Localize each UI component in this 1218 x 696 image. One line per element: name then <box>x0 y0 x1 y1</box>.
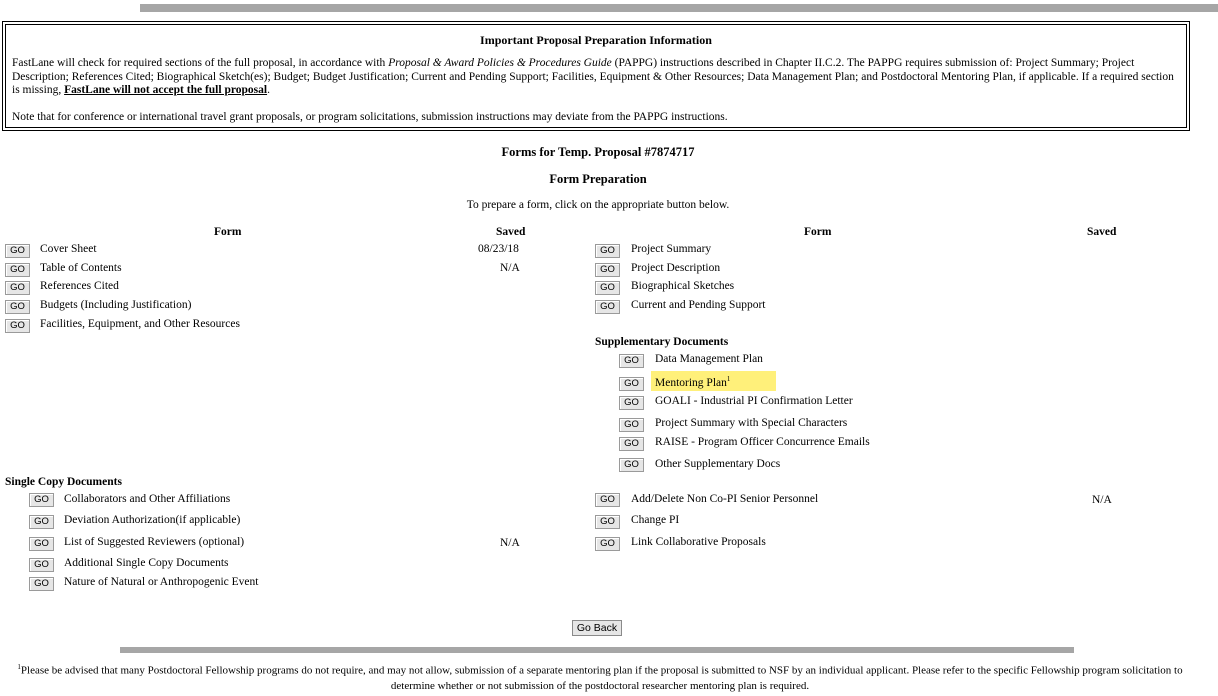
go-button-senior-personnel[interactable]: GO <box>595 493 620 507</box>
go-button-suggested-reviewers[interactable]: GO <box>29 537 54 551</box>
go-button-link-collaborative[interactable]: GO <box>595 537 620 551</box>
footnote <box>10 660 1190 694</box>
footnote-text: Please be advised that many Postdoctoral Fellowship programs do not require, and may not allow, submission of a separate mentoring plan if the proposal is submitted to NSF by an individual applicant. Please refer to the specific Fellowship program solicitation to determine whether or not submission of the postdoctoral researcher mentoring plan is required. <box>20 664 1183 692</box>
form-label-current-pending-support: Current and Pending Support <box>631 299 766 311</box>
form-label-project-description: Project Description <box>631 262 721 274</box>
go-button-change-pi[interactable]: GO <box>595 515 620 529</box>
supp-label-data-management-plan: Data Management Plan <box>655 353 763 365</box>
single-label-collaborators: Collaborators and Other Affiliations <box>64 493 231 505</box>
info-note: Note that for conference or international travel grant proposals, or program solicitations, submission instructions may deviate from the PAPPG instructions. <box>12 111 728 123</box>
go-button-collaborators[interactable]: GO <box>29 493 54 507</box>
saved-cover-sheet: 08/23/18 <box>478 243 519 255</box>
single-copy-title: Single Copy Documents <box>5 476 122 488</box>
info-title: Important Proposal Preparation Information <box>480 33 712 47</box>
supp-label-raise: RAISE - Program Officer Concurrence Emails <box>655 436 870 448</box>
go-button-project-summary[interactable]: GO <box>595 244 620 258</box>
not-accepted-warning: FastLane will not accept the full proposal <box>64 84 268 96</box>
go-button-references-cited[interactable]: GO <box>5 281 30 295</box>
form-label-table-of-contents: Table of Contents <box>40 262 122 274</box>
supp-label-mentoring-plan: Mentoring Plan$^1$ <box>655 375 731 389</box>
supplementary-title: Supplementary Documents <box>595 336 729 348</box>
go-button-goali[interactable]: GO <box>619 396 644 410</box>
form-label-budgets: Budgets (Including Justification) <box>40 299 192 311</box>
go-button-current-pending-support[interactable]: GO <box>595 300 620 314</box>
go-button-special-characters[interactable]: GO <box>619 418 644 432</box>
single-label-natural-event: Nature of Natural or Anthropogenic Event <box>64 576 259 588</box>
form-label-biographical-sketches: Biographical Sketches <box>631 280 735 292</box>
bottom-divider <box>120 647 1074 653</box>
info-paragraph: FastLane will check for required sections of the full proposal, in accordance with Proposal & Award Policies & Procedures Guide (PAPPG) instructions described in Chapter II.C.2. The PAPPG requires submission of: Project Summary; Project Description; References Cited; Biographical Sketch(es); Budget; Budget Justification; Current and Pending Support; Facilities, Equipment & Other Resources; Data Management Plan; and Postdoctoral Mentoring Plan, if applicable. If a required section is missing, FastLane will not accept the full proposal. <box>12 57 1174 96</box>
right-label-senior-personnel: Add/Delete Non Co-PI Senior Personnel <box>631 493 819 505</box>
footnote-mark: 1 <box>17 663 21 671</box>
go-button-mentoring-plan[interactable]: GO <box>619 377 644 391</box>
go-button-cover-sheet[interactable]: GO <box>5 244 30 258</box>
go-button-biographical-sketches[interactable]: GO <box>595 281 620 295</box>
go-button-other-supplementary[interactable]: GO <box>619 458 644 472</box>
right-form-header: Form <box>804 226 832 238</box>
right-label-change-pi: Change PI <box>631 514 680 526</box>
supp-label-special-characters: Project Summary with Special Characters <box>655 417 848 429</box>
go-button-additional-single-copy[interactable]: GO <box>29 558 54 572</box>
form-label-cover-sheet: Cover Sheet <box>40 243 97 255</box>
left-form-header: Form <box>214 226 242 238</box>
go-button-deviation-authorization[interactable]: GO <box>29 515 54 529</box>
single-label-suggested-reviewers: List of Suggested Reviewers (optional) <box>64 536 245 548</box>
go-button-raise[interactable]: GO <box>619 437 644 451</box>
saved-senior-personnel: N/A <box>1092 494 1112 506</box>
go-button-data-management-plan[interactable]: GO <box>619 354 644 368</box>
left-saved-header: Saved <box>496 226 526 238</box>
forms-title: Forms for Temp. Proposal #7874717 <box>501 145 695 159</box>
top-divider <box>140 4 1218 12</box>
form-label-facilities: Facilities, Equipment, and Other Resources <box>40 318 240 330</box>
right-label-link-collaborative: Link Collaborative Proposals <box>631 536 766 548</box>
right-saved-header: Saved <box>1087 226 1117 238</box>
prep-instruction: To prepare a form, click on the appropriate button below. <box>466 199 730 211</box>
saved-suggested-reviewers: N/A <box>500 537 520 549</box>
form-label-project-summary: Project Summary <box>631 243 712 255</box>
supp-label-goali: GOALI - Industrial PI Confirmation Letter <box>655 395 853 407</box>
go-button-facilities[interactable]: GO <box>5 319 30 333</box>
go-button-table-of-contents[interactable]: GO <box>5 263 30 277</box>
single-label-deviation-authorization: Deviation Authorization(if applicable) <box>64 514 241 526</box>
go-button-project-description[interactable]: GO <box>595 263 620 277</box>
go-button-budgets[interactable]: GO <box>5 300 30 314</box>
go-back-button[interactable]: Go Back <box>572 620 622 636</box>
supp-label-other-supplementary: Other Supplementary Docs <box>655 458 781 470</box>
info-box <box>2 21 1190 131</box>
form-label-references-cited: References Cited <box>40 280 119 292</box>
go-button-natural-event[interactable]: GO <box>29 577 54 591</box>
prep-title: Form Preparation <box>549 172 647 186</box>
saved-table-of-contents: N/A <box>500 262 520 274</box>
footnote-marker: 1 <box>726 375 731 383</box>
single-label-additional-single-copy: Additional Single Copy Documents <box>64 557 229 569</box>
